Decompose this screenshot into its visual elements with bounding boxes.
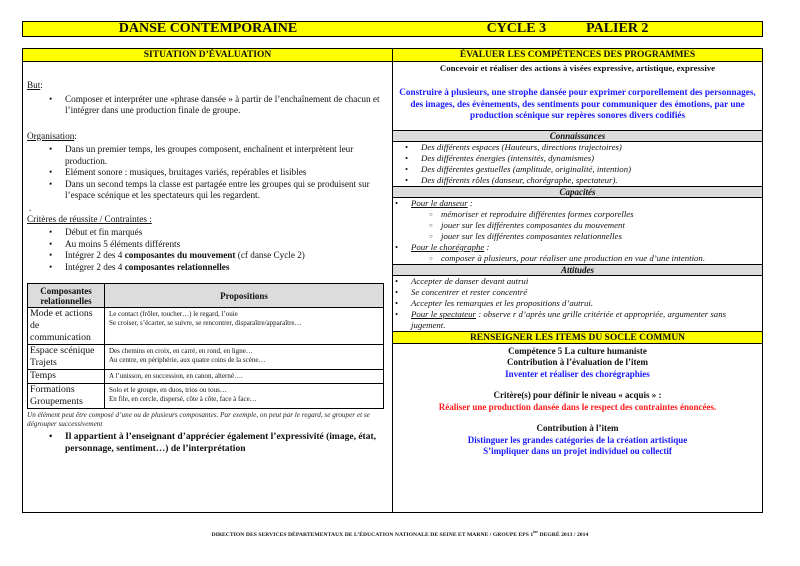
competences-heading: ÉVALUER LES COMPÉTENCES DES PROGRAMMES	[393, 49, 762, 62]
attitudes-heading: Attitudes	[393, 264, 762, 276]
critere-item: • Intégrer 2 des 4 composantes relationnelles	[49, 262, 386, 274]
attitude-spectateur: • Pour le spectateur : observe r d’après une grille critériée et appropriée, argumenter sans jugement.	[395, 309, 762, 331]
construire-text: Construire à plusieurs, une strophe dansée pour exprimer corporellement des personnages, des images, des évènements, des sentiments pour communiquer des émotions, par une production scénique sur repères sonores divers codifiés	[399, 87, 756, 120]
connaissance-item: • Des différentes énergies (intensités, dynamismes)	[405, 153, 762, 164]
enseignant-note: • Il appartient à l’enseignant d’apprécier également l’expressivité (image, état, personnage, sentiment…) de l’interprétation	[49, 431, 386, 455]
criteres-section	[27, 214, 386, 274]
capacites-heading: Capacités	[393, 186, 762, 198]
capacite-group-choregraphe: • Pour le chorégraphe : ○ composer à plusieurs, pour réaliser une production en vue d’une intention.	[395, 242, 762, 264]
organisation-dot: .	[29, 202, 32, 213]
row-values: A l’unisson, en succession, en canon, alterné….	[105, 370, 384, 384]
capacite-item: ○ composer à plusieurs, pour réaliser une production en vue d’une intention.	[429, 253, 762, 264]
but-item: • Composer et interpréter une «phrase dansée » à partir de l’enchaînement de chacun et l’intégrer dans une production finale de groupe.	[49, 94, 386, 117]
situation-column	[23, 49, 393, 512]
contribution-item: S’impliquer dans un projet individuel ou collectif	[483, 446, 672, 456]
table-header-propositions: Propositions	[105, 284, 384, 308]
contribution-item-label: Contribution à l’item	[536, 423, 619, 433]
table-row	[28, 345, 384, 370]
capacites-list	[393, 198, 762, 264]
criteres-label: Critères de réussite / Contraintes :	[27, 213, 152, 224]
capacite-item: ○ jouer sur les différentes composantes relationnelles	[429, 231, 762, 242]
table-note: Un élément peut être composé d’une ou de plusieurs composantes. Par exemple, on peut par le regard, se grouper et se dégrouper successivement	[27, 411, 370, 428]
cycle-label: CYCLE 3	[486, 21, 547, 36]
row-values: Le contact (frôler, toucher…) le regard, l’ouie Se croiser, s’écarter, se suivre, se rencontrer, disparaître/apparaître…	[105, 308, 384, 345]
activity-title: DANSE CONTEMPORAINE	[118, 21, 298, 36]
table-row	[28, 384, 384, 409]
criteres-acquis-value: Réaliser une production dansée dans le respect des contraintes énoncées.	[438, 401, 717, 412]
row-values: Solo et le groupe, en duos, trios ou tous… En file, en cercle, dispersé, côte à côte, face à face…	[105, 384, 384, 409]
concevoir-text: Concevoir et réaliser des actions à visées expressive, artistique, expressive	[439, 63, 716, 73]
socle-heading: RENSEIGNER LES ITEMS DU SOCLE COMMUN	[393, 331, 762, 344]
capacite-group-danseur: • Pour le danseur : ○ mémoriser et reproduire différentes formes corporelles ○ jouer sur les différentes composantes du mouvement ○ jouer sur les différentes composantes relationnelles	[395, 198, 762, 242]
attitude-item: • Accepter les remarques et les propositions d’autrui.	[395, 298, 762, 309]
situation-heading: SITUATION D’ÉVALUATION	[23, 49, 392, 62]
contribution-eval-label: Contribution à l’évaluation de l’item	[507, 357, 648, 367]
critere-item: • Au moins 5 éléments différents	[49, 239, 386, 251]
critere-item: • Début et fin marqués	[49, 227, 386, 239]
row-key: Mode et actions de communication	[28, 308, 105, 345]
connaissance-item: • Des différentes gestuelles (amplitude, originalité, intention)	[405, 164, 762, 175]
row-key: Formations Groupements	[28, 384, 105, 409]
footer: DIRECTION DES SERVICES DÉPARTEMENTAUX DE L’ÉDUCATION NATIONALE DE SEINE ET MARNE / GROUPE EPS $1^{ier}$ DEGRÉ 2013 / 2014	[211, 529, 589, 538]
palier-label: PALIER 2	[586, 21, 649, 36]
table-row	[28, 308, 384, 345]
title-bar	[22, 21, 763, 37]
socle-item: Inventer et réaliser des chorégraphies	[505, 368, 650, 379]
table-header-composantes: Composantes relationnelles	[28, 284, 105, 308]
attitude-item: • Accepter de danser devant autrui	[395, 276, 762, 287]
organisation-colon: :	[74, 130, 77, 141]
but-colon: :	[40, 80, 43, 90]
criteres-acquis-label: Critère(s) pour définir le niveau « acquis » :	[493, 390, 662, 400]
socle-section	[393, 344, 762, 458]
attitude-item: • Se concentrer et rester concentré	[395, 287, 762, 298]
row-values: Des chemins en croix, en carré, en rond, en ligne… Au centre, en périphérie, aux quatre coins de la scène…	[105, 345, 384, 370]
organisation-item: • Dans un premier temps, les groupes composent, enchaînent et interprètent leur production.	[49, 144, 386, 167]
connaissance-item: • Des différents espaces (Hauteurs, directions trajectoires)	[405, 142, 762, 153]
table-row	[28, 370, 384, 384]
contribution-item: Distinguer les grandes catégories de la création artistique	[467, 434, 688, 445]
main-grid	[22, 48, 763, 513]
organisation-label: Organisation	[27, 130, 75, 141]
row-key: Espace scénique Trajets	[28, 345, 105, 370]
composantes-table	[27, 283, 384, 409]
connaissances-list	[393, 142, 762, 186]
but-section	[27, 80, 386, 117]
critere-item: • Intégrer 2 des 4 composantes du mouvement (cf danse Cycle 2)	[49, 250, 386, 262]
but-label: But	[27, 80, 41, 90]
connaissances-heading: Connaissances	[393, 130, 762, 142]
capacite-item: ○ jouer sur les différentes composantes du mouvement	[429, 220, 762, 231]
competences-column	[393, 49, 762, 512]
row-key: Temps	[28, 370, 105, 384]
organisation-item: • Dans un second temps la classe est partagée entre les groupes qui se produisent sur l’espace scénique et les spectateurs qui les regardent.	[49, 179, 386, 202]
connaissance-item: • Des différents rôles (danseur, chorégraphe, spectateur).	[405, 175, 762, 186]
organisation-item: • Elément sonore : musiques, bruitages variés, repérables et lisibles	[49, 167, 386, 179]
level-info	[393, 22, 762, 36]
competence-label: Compétence 5 La culture humaniste	[508, 345, 647, 356]
attitudes-list	[393, 276, 762, 331]
capacite-item: ○ mémoriser et reproduire différentes formes corporelles	[429, 209, 762, 220]
organisation-section	[27, 131, 386, 214]
